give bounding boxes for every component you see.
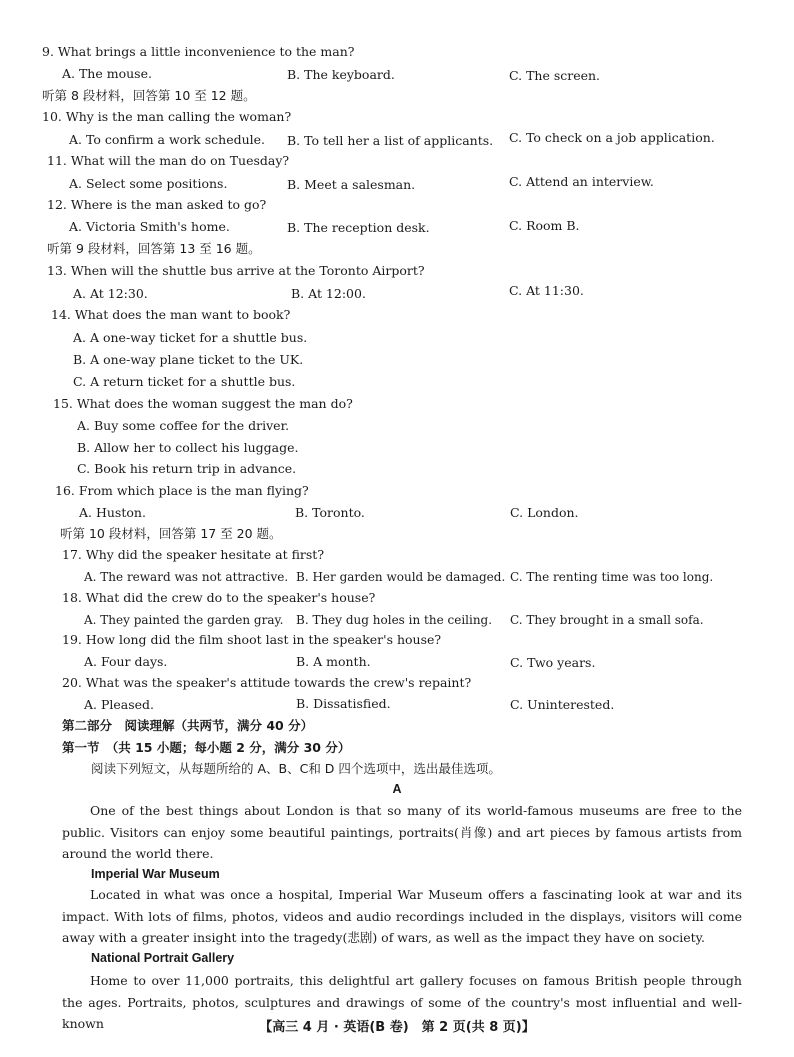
question-stem: 19. How long did the film shoot last in the speaker's house? — [62, 632, 442, 647]
section-title: Imperial War Museum — [91, 867, 220, 881]
question-stem: 13. When will the shuttle bus arrive at the Toronto Airport? — [47, 263, 425, 278]
option-a: A. To confirm a work schedule. — [69, 132, 266, 147]
option-b: B. A month. — [296, 654, 371, 669]
option-a: A. Huston. — [79, 505, 146, 520]
question-stem: 17. Why did the speaker hesitate at first? — [62, 547, 325, 562]
listening-instruction: 听第 8 段材料，回答第 10 至 12 题。 — [42, 88, 256, 103]
option-b: B. At 12:00. — [291, 286, 366, 301]
question-stem: 15. What does the woman suggest the man do? — [53, 396, 353, 411]
option-c: C. At 11:30. — [509, 283, 584, 298]
option-c: C. Book his return trip in advance. — [77, 461, 297, 476]
option-b: B. Dissatisfied. — [296, 696, 391, 711]
option-a: A. At 12:30. — [73, 286, 148, 301]
part-heading: 第二部分 阅读理解（共两节，满分 40 分） — [62, 718, 314, 733]
option-a: A. Victoria Smith's home. — [69, 219, 230, 234]
question-stem: 9. What brings a little inconvenience to the man? — [42, 44, 355, 59]
option-a: A. They painted the garden gray. — [84, 613, 284, 627]
option-c: C. The renting time was too long. — [510, 570, 714, 584]
question-stem: 16. From which place is the man flying? — [55, 483, 309, 498]
page-footer: 【高三 4 月 · 英语(B 卷) 第 2 页(共 8 页)】 — [259, 1020, 535, 1035]
option-a: A. The reward was not attractive. — [84, 570, 289, 584]
question-stem: 14. What does the man want to book? — [51, 307, 291, 322]
option-b: B. A one-way plane ticket to the UK. — [73, 352, 304, 367]
section-title: National Portrait Gallery — [91, 951, 235, 965]
option-b: B. Toronto. — [295, 505, 365, 520]
option-a: A. A one-way ticket for a shuttle bus. — [73, 330, 308, 345]
option-c: C. Two years. — [510, 655, 596, 670]
question-stem: 10. Why is the man calling the woman? — [42, 109, 292, 124]
option-c: C. They brought in a small sofa. — [510, 613, 704, 627]
option-a: A. Four days. — [84, 654, 168, 669]
listening-instruction: 听第 10 段材料，回答第 17 至 20 题。 — [60, 526, 282, 541]
option-c: C. The screen. — [509, 68, 601, 83]
option-a: A. Pleased. — [84, 697, 155, 712]
option-a: A. Select some positions. — [69, 176, 228, 191]
option-a: A. The mouse. — [62, 66, 152, 81]
option-b: B. They dug holes in the ceiling. — [296, 613, 493, 627]
section-text: Located in what was once a hospital, Imperial War Museum offers a fascinating look at war and its impact. With lots of films, photos, videos and audio recordings included in the displays, visitors will come away with a greater insight into the tragedy(悲剧) of wars, as well as the impact they have on society. — [62, 887, 742, 945]
option-b: B. The keyboard. — [287, 67, 395, 82]
section-heading: 第一节 （共 15 小题；每小题 2 分，满分 30 分） — [62, 740, 351, 755]
option-c: C. London. — [510, 505, 579, 520]
passage-label: A — [392, 782, 402, 796]
question-stem: 11. What will the man do on Tuesday? — [47, 153, 290, 168]
question-stem: 12. Where is the man asked to go? — [47, 197, 267, 212]
option-c: C. A return ticket for a shuttle bus. — [73, 374, 296, 389]
question-stem: 18. What did the crew do to the speaker's house? — [62, 590, 376, 605]
option-a: A. Buy some coffee for the driver. — [77, 418, 290, 433]
option-c: C. Attend an interview. — [509, 174, 654, 189]
option-b: B. Allow her to collect his luggage. — [77, 440, 299, 455]
option-b: B. To tell her a list of applicants. — [287, 133, 494, 148]
passage-intro: One of the best things about London is that so many of its world-famous museums are free to the public. Visitors can enjoy some beautiful paintings, portraits(肖像) and art pieces by famous artists from around the world there. — [62, 803, 742, 861]
option-b: B. The reception desk. — [287, 220, 430, 235]
listening-instruction: 听第 9 段材料，回答第 13 至 16 题。 — [47, 241, 261, 256]
option-b: B. Meet a salesman. — [287, 177, 416, 192]
section-text: Home to over 11,000 portraits, this delightful art gallery focuses on famous British people through the ages. Portraits, photos, sculptures and drawings of some of the country's most influential and well-known — [62, 973, 742, 1031]
reading-directions: 阅读下列短文，从每题所给的 A、B、C和 D 四个选项中，选出最佳选项。 — [91, 761, 501, 776]
option-c: C. Room B. — [509, 218, 580, 233]
question-stem: 20. What was the speaker's attitude towards the crew's repaint? — [62, 675, 472, 690]
option-c: C. Uninterested. — [510, 697, 615, 712]
option-c: C. To check on a job application. — [509, 130, 715, 145]
option-b: B. Her garden would be damaged. — [296, 570, 506, 584]
